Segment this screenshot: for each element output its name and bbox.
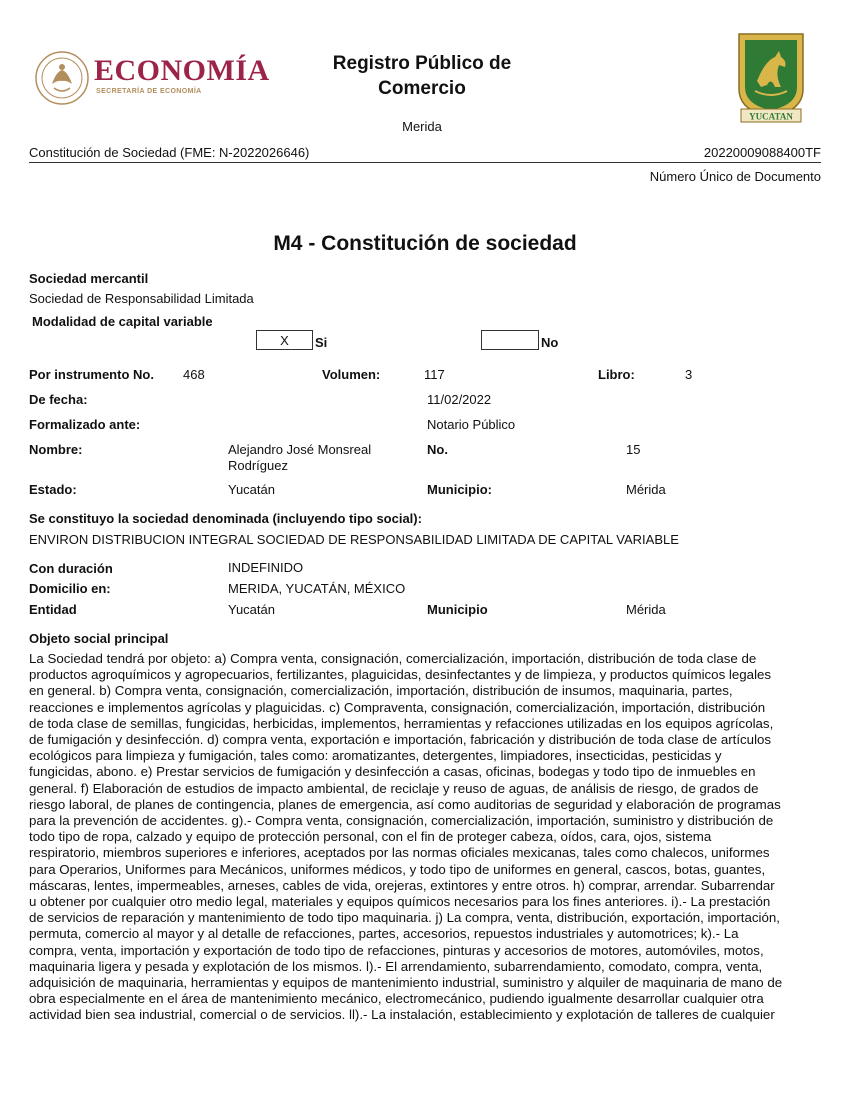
sociedad-label: Sociedad mercantil: [29, 271, 149, 286]
duracion-label: Con duración: [29, 561, 113, 576]
entidad-municipio-label: Municipio: [427, 602, 488, 617]
document-type: Constitución de Sociedad (FME: N-2022026646): [29, 145, 310, 160]
registry-title-line2: Comercio: [378, 78, 466, 99]
objeto-line: ecológicos para limpieza y fumigación, tales como: aromatizantes, detergentes, limpiadores, insecticidas, pesticidas y: [29, 748, 722, 764]
instrumento-label: Por instrumento No.: [29, 367, 154, 382]
objeto-line: en general. b) Compra venta, consignación, comercialización, importación, distribución de insumos, maquinaria, partes,: [29, 683, 733, 699]
instrumento-value: 468: [183, 367, 205, 382]
libro-value: 3: [685, 367, 693, 382]
objeto-line: maquinaria ligera y pesada y explotación de los mismos. l).- El arrendamiento, subarrendamiento, comodato, compra, venta,: [29, 958, 763, 974]
modalidad-no-label: No: [541, 335, 559, 350]
objeto-line: adquisición de maquinaria, herramientas y equipos de mantenimiento industrial, suministro y alquiler de maquinaria de mano de: [29, 975, 783, 991]
objeto-line: fungicidas, abono. e) Prestar servicios de fumigación y desinfección a casas, oficinas, bodegas y todo tipo de inmuebles en: [29, 764, 756, 780]
objeto-line: riesgo laboral, de planes de contingencia, planes de emergencia, así como auditorias de seguridad y elaboración de programas: [29, 796, 781, 812]
yucatan-shield-text: YUCATAN: [749, 111, 793, 122]
objeto-line: general. f) Elaboración de estudios de impacto ambiental, de reciclaje y reuso de aguas, de análisis de riesgo, de grados de: [29, 780, 759, 796]
economia-logo-word: ECONOMÍA: [94, 54, 270, 87]
national-seal-icon: [34, 50, 90, 106]
objeto-line: obra especialmente en el área de mantenimiento mecánico, electromecánico, pudiendo igualmente desarrollar cualquier otra: [29, 991, 764, 1007]
document-number-label: Número Único de Documento: [649, 169, 821, 184]
yucatan-shield-icon: [735, 31, 807, 126]
objeto-line: para Operarios, Uniformes para Mecánicos, uniformes médicos, y todo tipo de uniformes en general, cascos, botas, guantes,: [29, 861, 766, 877]
economia-logo-subtitle: SECRETARÍA DE ECONOMÍA: [96, 88, 202, 95]
objeto-line: compra, venta, importación y exportación de todo tipo de refacciones, pinturas y accesorios de motores, automóviles, motos,: [29, 942, 764, 958]
objeto-line: todo tipo de ropa, calzado y equipo de protección personal, con el fin de proteger cabeza, oídos, cara, ojos, sistema: [29, 829, 712, 845]
notario-no-value: 15: [626, 442, 641, 457]
municipio-value: Mérida: [626, 482, 666, 497]
objeto-line: para la prevención de accidentes. g).- Compra venta, consignación, comercialización, importación, suministro y distribución de: [29, 813, 774, 829]
estado-value: Yucatán: [228, 482, 275, 497]
objeto-line: reacciones e implementos agrícolas y plaguicidas. c) Compraventa, consignación, comercialización, importación, distribución: [29, 699, 766, 715]
objeto-line: u obtener por cualquier otro medio legal, materiales y equipos químicos necesarios para los fines anteriores. i).- La prestación: [29, 894, 771, 910]
registry-title-line1: Registro Público de: [332, 53, 512, 74]
registry-city: Merida: [402, 119, 442, 134]
volumen-label: Volumen:: [322, 367, 381, 382]
volumen-value: 117: [424, 367, 445, 382]
notario-no-label: No.: [427, 442, 448, 457]
page-title: M4 - Constitución de sociedad: [273, 232, 577, 255]
objeto-line: respiratorio, miembros superiores e inferiores, aceptados por las normas oficiales mexicanas, tales como chalecos, uniformes: [29, 845, 770, 861]
objeto-line: permuta, comercio al mayor y al detalle de refacciones, partes, accesorios, repuestos industriales y automotrices; k).- La: [29, 926, 739, 942]
entidad-label: Entidad: [29, 602, 77, 617]
objeto-text: [29, 651, 823, 1024]
document-number: 20220009088400TF: [703, 145, 821, 160]
formalizado-label: Formalizado ante:: [29, 417, 141, 432]
nombre-value-line2: Rodríguez: [228, 458, 288, 473]
nombre-value: [228, 442, 371, 474]
objeto-line: de toda clase de semillas, fungicidas, herbicidas, implementos, herramientas y refacciones utilizadas en los equipos agrícolas,: [29, 715, 774, 731]
header-divider: [29, 162, 821, 163]
objeto-line: de fumigación y desinfección. d) compra venta, exportación e importación, fabricación y distribución de toda clase de artículos: [29, 732, 772, 748]
objeto-line: máscaras, lentes, impermeables, arneses, cables de vida, orejeras, extintores y entre otros. h) comprar, arrendar. Subarrendar: [29, 877, 775, 893]
formalizado-value: Notario Público: [427, 417, 516, 432]
domicilio-value: MERIDA, YUCATÁN, MÉXICO: [228, 581, 406, 596]
estado-label: Estado:: [29, 482, 77, 497]
objeto-line: actividad bien sea industrial, comercial o de servicios. ll).- La instalación, establecimiento y explotación de talleres de cualquier: [29, 1007, 775, 1023]
modalidad-label: Modalidad de capital variable: [32, 314, 213, 329]
municipio-label: Municipio:: [427, 482, 492, 497]
modalidad-si-checkbox: X: [256, 330, 313, 350]
denominacion-value: ENVIRON DISTRIBUCION INTEGRAL SOCIEDAD DE RESPONSABILIDAD LIMITADA DE CAPITAL VARIABLE: [29, 532, 679, 547]
nombre-label: Nombre:: [29, 442, 83, 457]
nombre-value-line1: Alejandro José Monsreal: [228, 442, 372, 457]
economia-logo: [34, 50, 279, 108]
entidad-value: Yucatán: [228, 602, 275, 617]
denominacion-label: Se constituyo la sociedad denominada (incluyendo tipo social):: [29, 511, 422, 526]
objeto-label: Objeto social principal: [29, 631, 169, 646]
objeto-line: La Sociedad tendrá por objeto: a) Compra venta, consignación, comercialización, importación, distribución de toda clase de: [29, 651, 757, 666]
duracion-value: INDEFINIDO: [228, 560, 304, 575]
fecha-label: De fecha:: [29, 392, 88, 407]
fecha-value: 11/02/2022: [427, 392, 492, 407]
libro-label: Libro:: [598, 367, 635, 382]
modalidad-no-checkbox: [481, 330, 539, 350]
objeto-line: productos agroquímicos y agropecuarios, fertilizantes, plaguicidas, desinfectantes y de limpieza, y productos químicos legales: [29, 667, 772, 683]
modalidad-si-label: Si: [315, 335, 328, 350]
objeto-line: de servicios de reparación y mantenimiento de todo tipo maquinaria. j) La compra, venta, distribución, exportación, importación,: [29, 910, 780, 926]
sociedad-value: Sociedad de Responsabilidad Limitada: [29, 291, 254, 306]
domicilio-label: Domicilio en:: [29, 581, 111, 596]
registry-title: [300, 51, 544, 101]
entidad-municipio-value: Mérida: [626, 602, 666, 617]
